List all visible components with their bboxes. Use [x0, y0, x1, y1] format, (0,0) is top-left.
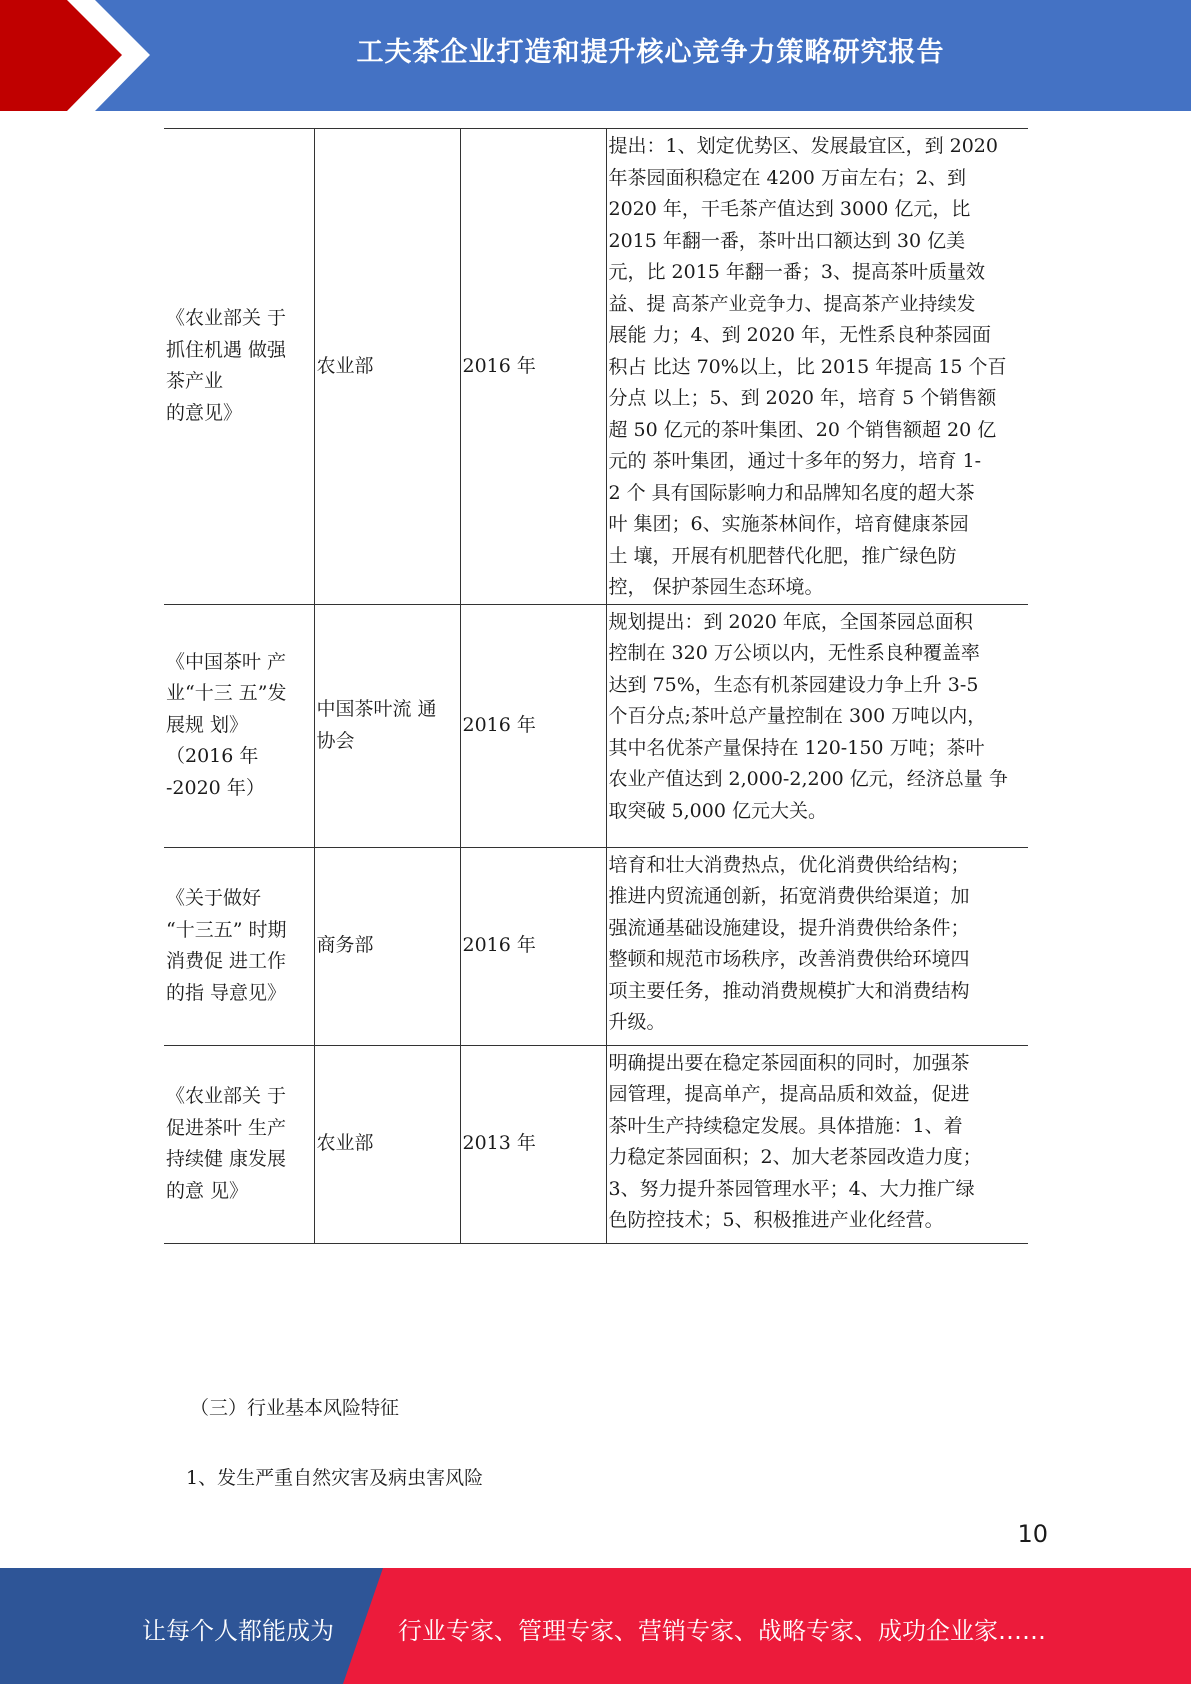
- department-cell: 中国茶叶流 通 协会: [314, 604, 460, 847]
- section-heading: （三）行业基本风险特征: [190, 1397, 400, 1419]
- table-row: [164, 847, 1028, 1045]
- content-cell: 规划提出：到 2020 年底，全国茶园总面积 控制在 320 万公顷以内，无性系良种覆盖率 达到 75%，生态有机茶园建设力争上升 3-5 个百分点;茶叶总产量控制在 300 万吨以内， 其中名优茶产量保持在 120-150 万吨；茶叶 农业产值达到 2,000-2,200 亿元，经济总量 争 取突破 5,000 亿元大关。: [606, 604, 1028, 847]
- report-title: 工夫茶企业打造和提升核心竞争力策略研究报告: [356, 37, 945, 68]
- policy-title-cell: 《中国茶叶 产 业“十三 五”发 展规 划》 （2016 年 -2020 年）: [164, 604, 314, 847]
- department-cell: 农业部: [314, 129, 460, 605]
- table-row: [164, 1045, 1028, 1243]
- content-cell: 提出：1、划定优势区、发展最宜区，到 2020 年茶园面积稳定在 4200 万亩左右；2、到 2020 年，干毛茶产值达到 3000 亿元，比 2015 年翻一番，茶叶出口额达到 30 亿美 元，比 2015 年翻一番；3、提高茶叶质量效 益、提 高茶产业竞争力、提高茶产业持续发 展能 力；4、到 2020 年，无性系良种茶园面 积占 比达 70%以上，比 2015 年提高 15 个百 分点 以上；5、到 2020 年，培育 5 个销售额 超 50 亿元的茶叶集团、20 个销售额超 20 亿 元的 茶叶集团，通过十多年的努力，培育 1- 2 个 具有国际影响力和品牌知名度的超大茶 叶 集团；6、实施茶林间作，培育健康茶园 土 壤，开展有机肥替代化肥，推广绿色防 控， 保护茶园生态环境。: [606, 129, 1028, 605]
- content-cell: 培育和壮大消费热点，优化消费供给结构； 推进内贸流通创新，拓宽消费供给渠道；加 强流通基础设施建设，提升消费供给条件； 整顿和规范市场秩序，改善消费供给环境四 项主要任务，推动消费规模扩大和消费结构 升级。: [606, 847, 1028, 1045]
- department-cell: 商务部: [314, 847, 460, 1045]
- year-cell: 2016 年: [460, 604, 606, 847]
- header-arrow-decoration: [0, 0, 160, 111]
- year-cell: 2016 年: [460, 129, 606, 605]
- year-cell: 2013 年: [460, 1045, 606, 1243]
- table-row: [164, 604, 1028, 847]
- policy-table: [164, 128, 1028, 1244]
- policy-title-cell: 《关于做好 “十三五” 时期 消费促 进工作 的指 导意见》: [164, 847, 314, 1045]
- table-row: [164, 129, 1028, 605]
- sub-heading: 1、发生严重自然灾害及病虫害风险: [186, 1467, 484, 1489]
- footer-slogan-right: 行业专家、管理专家、营销专家、战略专家、成功企业家……: [398, 1617, 1046, 1645]
- page-footer: [0, 1568, 1191, 1684]
- department-cell: 农业部: [314, 1045, 460, 1243]
- policy-title-cell: 《农业部关 于 抓住机遇 做强 茶产业 的意见》: [164, 129, 314, 605]
- footer-slogan-left: 让每个人都能成为: [142, 1617, 334, 1645]
- content-cell: 明确提出要在稳定茶园面积的同时，加强茶 园管理，提高单产，提高品质和效益，促进 茶叶生产持续稳定发展。具体措施：1、着 力稳定茶园面积；2、加大老茶园改造力度； 3、努力提升茶园管理水平；4、大力推广绿 色防控技术；5、积极推进产业化经营。: [606, 1045, 1028, 1243]
- year-cell: 2016 年: [460, 847, 606, 1045]
- page-number: 10: [1017, 1520, 1048, 1548]
- page-header: [0, 0, 1191, 111]
- policy-title-cell: 《农业部关 于 促进茶叶 生产 持续健 康发展 的意 见》: [164, 1045, 314, 1243]
